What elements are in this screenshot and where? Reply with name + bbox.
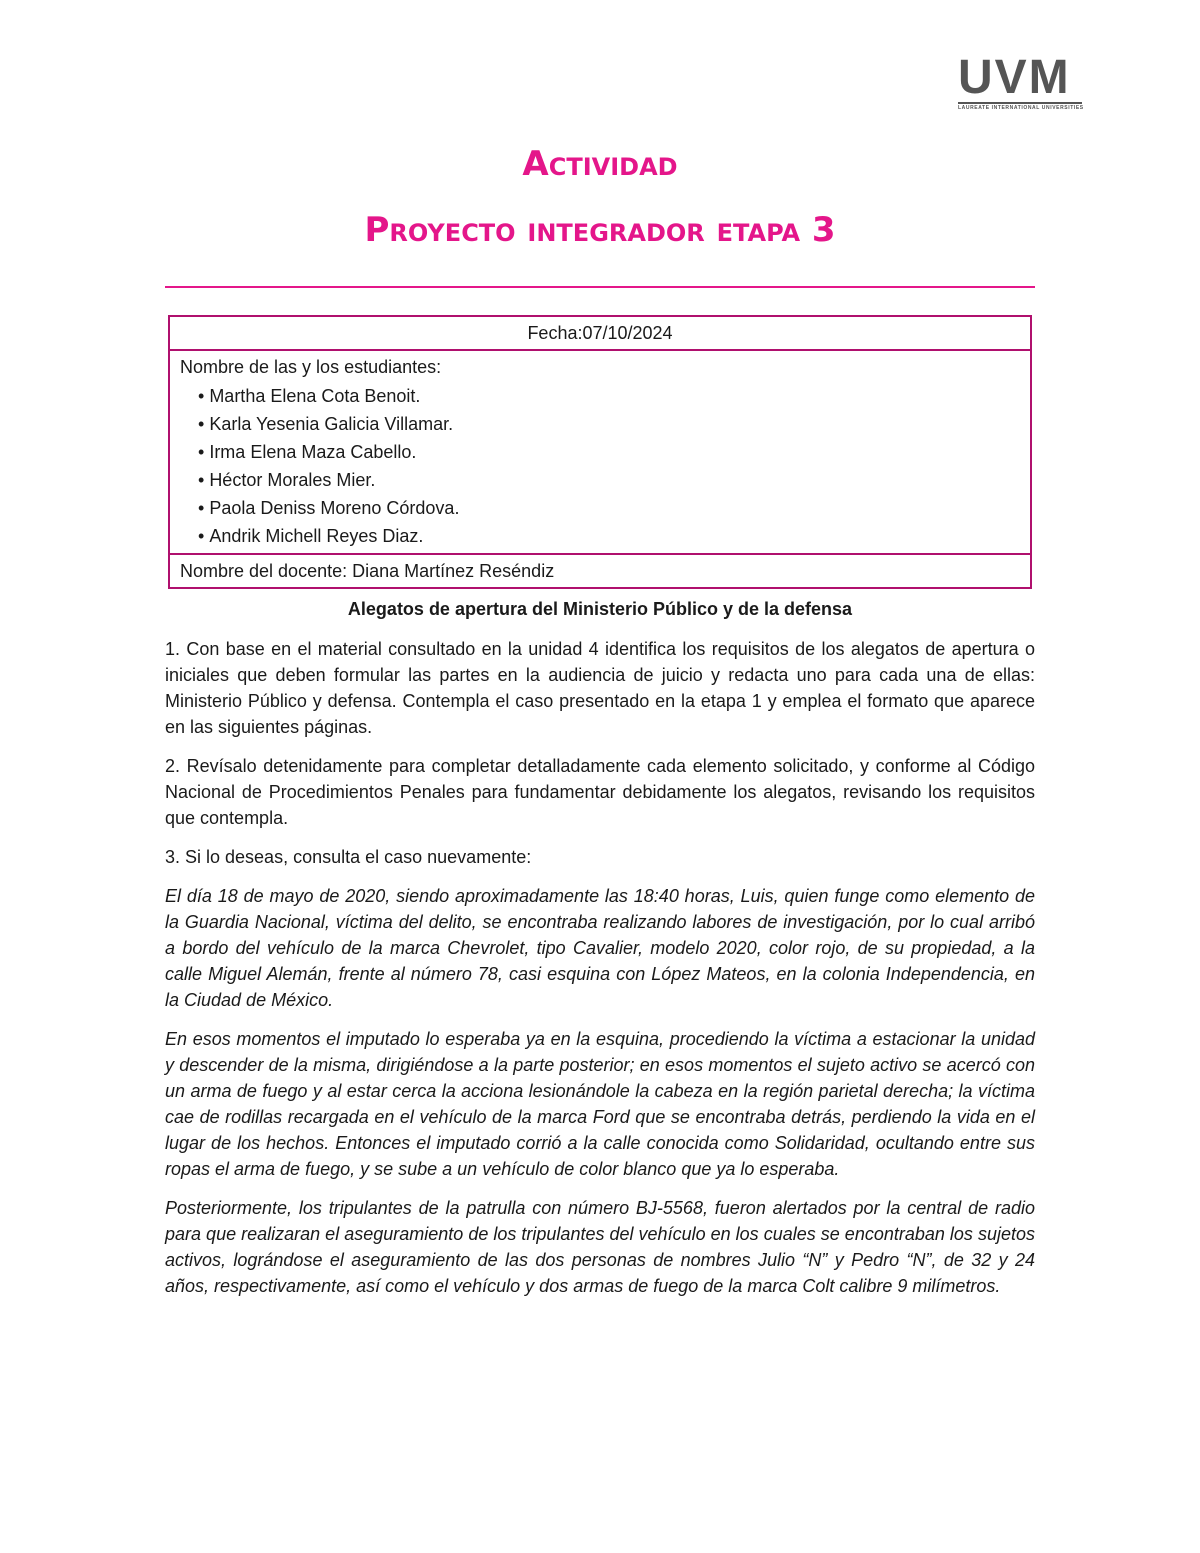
teacher-cell: Nombre del docente: Diana Martínez Reséndiz [169, 554, 1031, 588]
students-label: Nombre de las y los estudiantes: [180, 357, 442, 377]
student-item: • Martha Elena Cota Benoit. [198, 382, 1020, 410]
student-item: • Héctor Morales Mier. [198, 466, 1020, 494]
students-cell [169, 350, 1031, 554]
student-item: • Paola Deniss Moreno Córdova. [198, 494, 1020, 522]
logo-subtitle: LAUREATE INTERNATIONAL UNIVERSITIES [958, 105, 1084, 111]
document-body [165, 596, 1035, 1312]
case-paragraph-1: El día 18 de mayo de 2020, siendo aproximadamente las 18:40 horas, Luis, quien funge como elemento de la Guardia Nacional, víctima del delito, se encontraba realizando labores de investigación, por lo cual arribó a bordo del vehículo de la marca Chevrolet, tipo Cavalier, modelo 2020, color rojo, de su propiedad, a la calle Miguel Alemán, frente al número 78, casi esquina con López Mateos, en la colonia Independencia, en la Ciudad de México. [165, 886, 1035, 1010]
header-divider [165, 286, 1035, 288]
page-title: Actividad [522, 144, 678, 184]
date-cell: Fecha:07/10/2024 [169, 316, 1031, 350]
student-item: • Karla Yesenia Galicia Villamar. [198, 410, 1020, 438]
case-paragraph-2: En esos momentos el imputado lo esperaba ya en la esquina, procediendo la víctima a estacionar la unidad y descender de la misma, dirigiéndose a la parte posterior; en esos momentos el sujeto activo se acercó con un arma de fuego y al estar cerca la acciona lesionándole la cabeza en la región parietal derecha; la víctima cae de rodillas recargada en el vehículo de la marca Ford que se encontraba detrás, perdiendo la vida en el lugar de los hechos. Entonces el imputado corrió a la calle conocida como Solidaridad, ocultando entre sus ropas el arma de fuego, y se sube a un vehículo de color blanco que ya lo esperaba. [165, 1029, 1035, 1179]
page-subtitle: Proyecto integrador etapa 3 [364, 210, 836, 250]
uvm-logo [958, 51, 1084, 111]
instruction-1: 1. Con base en el material consultado en la unidad 4 identifica los requisitos de los alegatos de apertura o iniciales que deben formular las partes en la audiencia de juicio y redacta uno para cada una de ellas: Ministerio Público y defensa. Contempla el caso presentado en la etapa 1 y emplea el formato que aparece en las siguientes páginas. [165, 639, 1035, 737]
instruction-3: 3. Si lo deseas, consulta el caso nuevamente: [165, 847, 532, 867]
case-paragraph-3: Posteriormente, los tripulantes de la patrulla con número BJ-5568, fueron alertados por la central de radio para que realizaran el aseguramiento de los tripulantes del vehículo en los cuales se encontraban los sujetos activos, lográndose el aseguramiento de las dos personas de nombres Julio “N” y Pedro “N”, de 32 y 24 años, respectivamente, así como el vehículo y dos armas de fuego de la marca Colt calibre 9 milímetros. [165, 1198, 1035, 1296]
instruction-2: 2. Revísalo detenidamente para completar detalladamente cada elemento solicitado, y conforme al Código Nacional de Procedimientos Penales para fundamentar debidamente los alegatos, revisando los requisitos que contempla. [165, 756, 1035, 828]
info-table [168, 315, 1032, 589]
student-item: • Andrik Michell Reyes Diaz. [198, 522, 1020, 550]
section-title: Alegatos de apertura del Ministerio Público y de la defensa [347, 599, 853, 619]
logo-text: UVM [958, 51, 1071, 104]
student-item: • Irma Elena Maza Cabello. [198, 438, 1020, 466]
students-list [180, 382, 1020, 550]
